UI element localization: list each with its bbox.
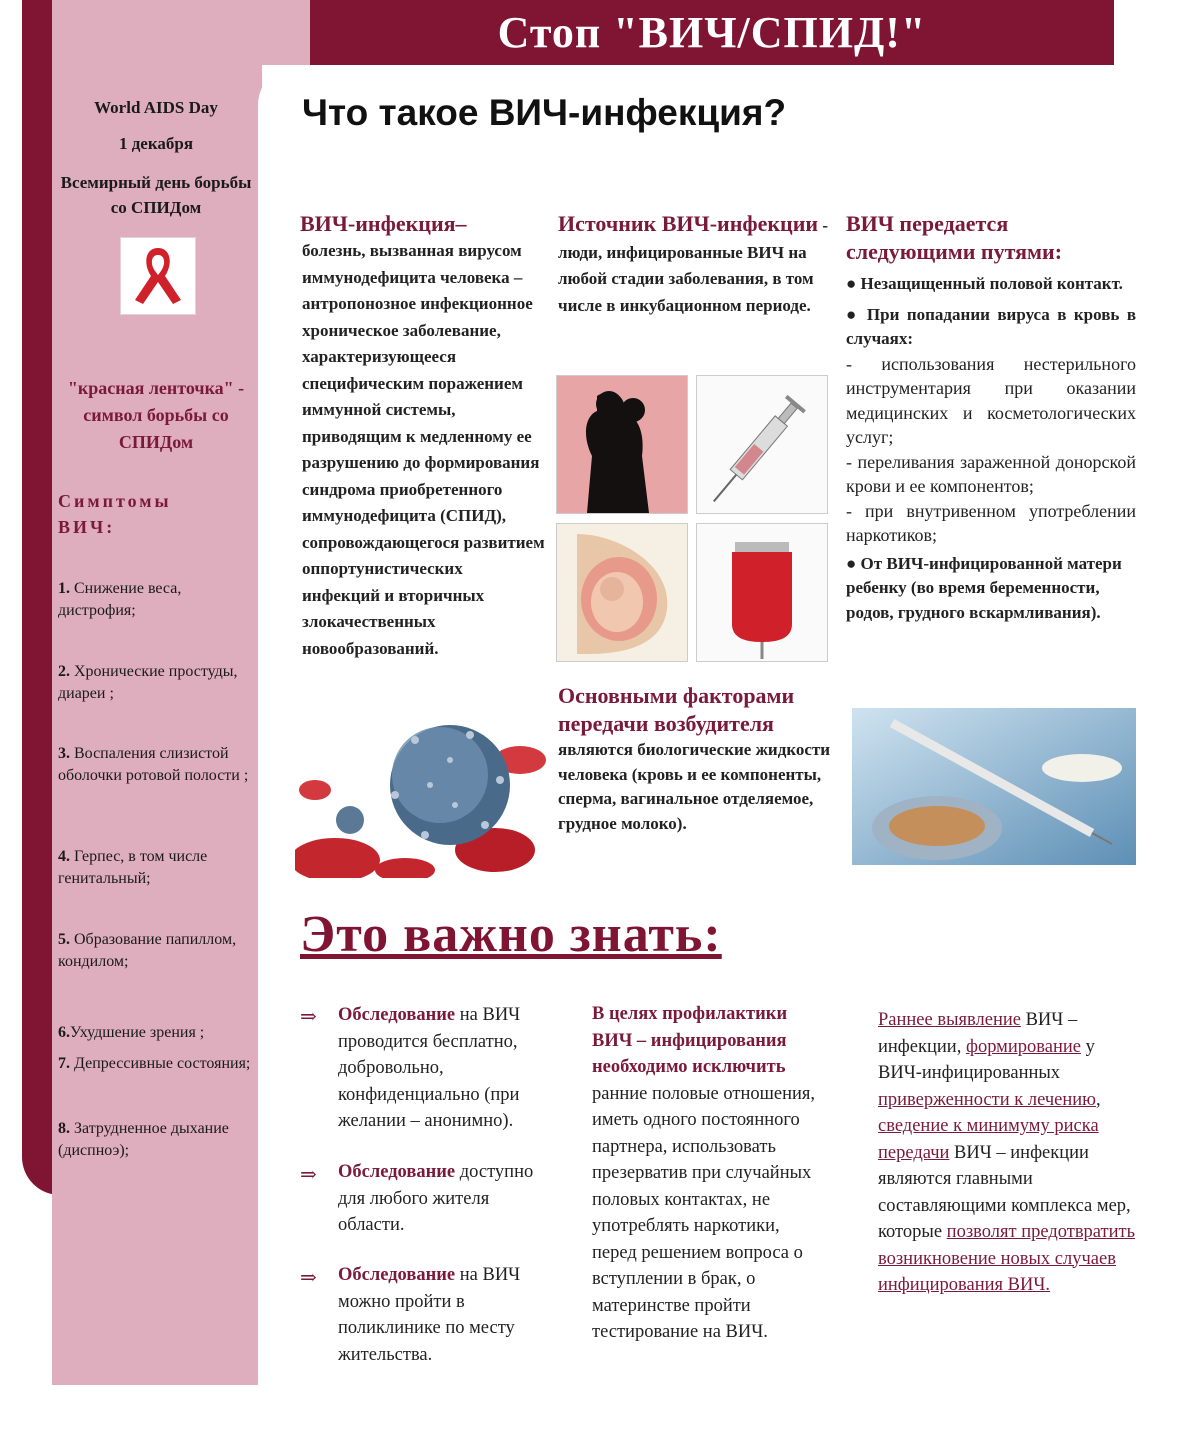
virus-image	[295, 700, 550, 878]
symptom-item: 8. Затрудненное дыхание (диспноэ);	[58, 1120, 229, 1159]
header-title: Стоп "ВИЧ/СПИД!"	[497, 8, 927, 57]
blood-bag-icon	[697, 524, 827, 661]
couple-icon	[557, 376, 687, 513]
drugs-image	[852, 708, 1136, 865]
col1-body: болезнь, вызванная вирусом иммунодефицита человека – антропонозное инфекционное хроническое заболевание, характеризующееся специфическим поражением иммунной системы, приводящим к медленному ее разрушению до формирования синдрома приобретенного иммунодефицита (СПИД), сопровождающегося развитием оппортунистических инфекций и вторичных злокачественных новообразований.	[302, 241, 545, 658]
factors-body: являются биологические жидкости человека (кровь и ее компоненты, сперма, вагинальное отделяемое, грудное молоко).	[558, 740, 831, 833]
red-ribbon-image	[120, 237, 196, 315]
check-point-3: Обследование на ВИЧ можно пройти в поликлинике по месту жительства.	[338, 1265, 521, 1365]
col3-item1: ● Незащищенный половой контакт.	[846, 274, 1123, 293]
check-point-1: Обследование на ВИЧ проводится бесплатно, добровольно, конфиденциально (при желании – анонимно).	[338, 1005, 521, 1131]
symptom-item: 6.Ухудшение зрения ;	[58, 1024, 205, 1041]
drugs-icon	[852, 708, 1136, 865]
col1-definition	[300, 210, 545, 662]
blood-bag-image	[696, 523, 828, 662]
arrow-icon: ⇒	[300, 1164, 317, 1186]
col2-factors	[558, 682, 833, 836]
symptoms-title: Симптомы ВИЧ:	[58, 491, 172, 537]
important-heading: Это важно знать:	[300, 906, 722, 963]
factors-title: Основными факторами передачи возбудителя	[558, 683, 795, 736]
symptom-item: 4. Герпес, в том числе генитальный;	[58, 848, 208, 887]
event-date: 1 декабря	[118, 134, 194, 153]
sidebar-top-panel	[52, 0, 310, 65]
arrow-icon: ⇒	[300, 1267, 317, 1289]
col3-item2: ● При попадании вируса в кровь в случаях:	[846, 304, 1136, 348]
pregnancy-image	[556, 523, 688, 662]
red-ribbon-icon	[121, 238, 195, 314]
col3-item3: ● От ВИЧ-инфицированной матери ребенку (во время беременности, родов, грудного вскармливания).	[846, 553, 1122, 622]
col3-sub3: - при внутривенном употреблении наркотиков;	[846, 500, 1136, 545]
symptom-item: 3. Воспаления слизистой оболочки ротовой полости ;	[58, 745, 249, 784]
col2-title: Источник ВИЧ-инфекции	[558, 211, 819, 236]
col3-transmission	[846, 210, 1136, 625]
page-title: Что такое ВИЧ-инфекция?	[302, 92, 787, 133]
syringe-image	[696, 375, 828, 514]
col3-sub1: - использования нестерильного инструментария при оказании медицинских и косметологических услуг;	[846, 353, 1136, 447]
syringe-icon	[697, 376, 827, 513]
symptom-item: 1. Снижение веса, дистрофия;	[58, 580, 182, 619]
couple-image	[556, 375, 688, 514]
event-en: World AIDS Day	[94, 98, 218, 117]
col2-source	[558, 210, 828, 319]
symptom-item: 2. Хронические простуды, диареи ;	[58, 663, 238, 702]
symptom-item: 7. Депрессивные состояния;	[58, 1055, 251, 1072]
col3-title: ВИЧ передается следующими путями:	[846, 211, 1063, 264]
arrow-icon: ⇒	[300, 1006, 317, 1028]
symptom-item: 5. Образование папиллом, кондилом;	[58, 931, 237, 970]
event-ru: Всемирный день борьбы со СПИДом	[60, 173, 252, 217]
prevention-text: В целях профилактики ВИЧ – инфицирования необходимо исключить ранние половые отношения, иметь одного постоянного партнера, использовать презерватив при случайных половых контактах, не употреблять наркотики, перед решением вопроса о вступлении в брак, о материнстве пройти тестирование на ВИЧ.	[592, 1004, 816, 1342]
virus-icon	[295, 700, 550, 878]
col3-sub2: - переливания зараженной донорской крови и ее компонентов;	[846, 451, 1136, 496]
early-detection-text: Раннее выявление ВИЧ – инфекции, формирование у ВИЧ-инфицированных приверженности к лечению, сведение к минимуму риска передачи ВИЧ – инфекции являются главными составляющими комплекса мер, которые позволят предотвратить возникновение новых случаев инфицирования ВИЧ.	[878, 1010, 1136, 1295]
ribbon-caption: "красная ленточка" - символ борьбы со СПИДом	[67, 378, 245, 452]
col2-body: - люди, инфицированные ВИЧ на любой стадии заболевания, в том числе в инкубационном периоде.	[558, 216, 828, 315]
pregnancy-icon	[557, 524, 687, 661]
check-point-2: Обследование доступно для любого жителя области.	[338, 1162, 534, 1235]
col1-title: ВИЧ-инфекция–	[300, 211, 467, 236]
